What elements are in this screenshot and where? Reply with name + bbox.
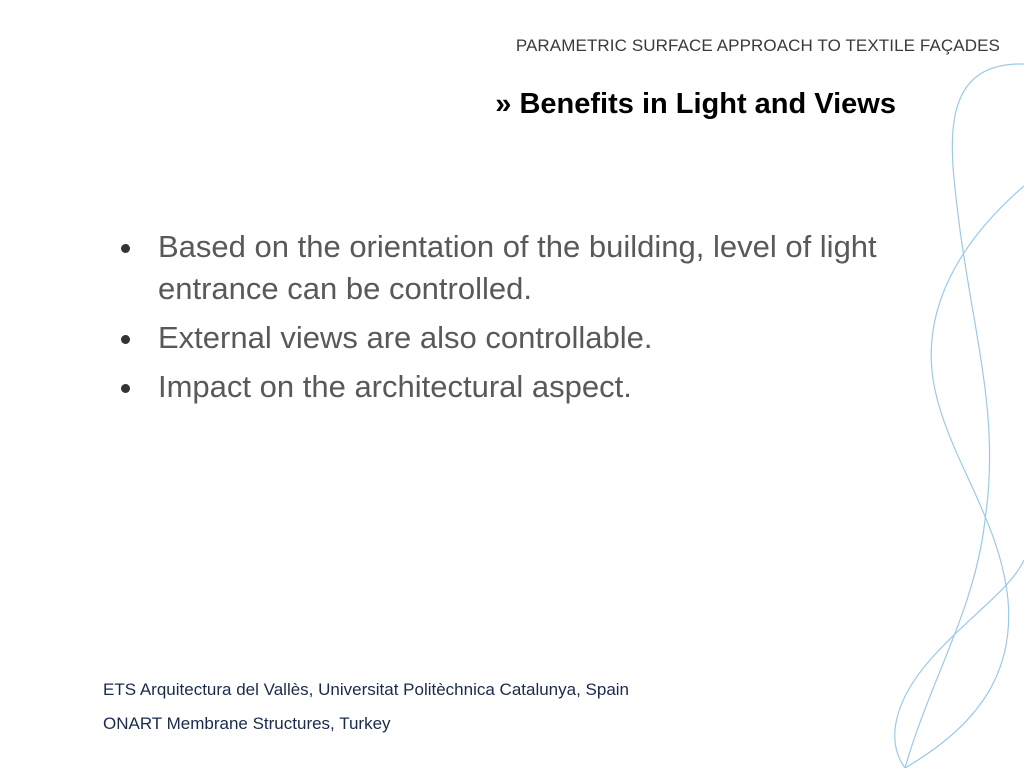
bullet-item <box>118 317 888 359</box>
bullet-text: External views are also controllable. <box>158 320 653 355</box>
running-header: PARAMETRIC SURFACE APPROACH TO TEXTILE FAÇADES <box>515 36 1000 55</box>
bullet-dot-icon <box>121 335 130 344</box>
bullet-item <box>118 226 888 310</box>
decorative-curve-3 <box>895 560 1024 768</box>
bullet-dot-icon <box>121 244 130 253</box>
bullet-list <box>118 226 888 415</box>
footer-affiliation-2: ONART Membrane Structures, Turkey <box>103 714 391 733</box>
bullet-text: Based on the orientation of the building, level of light entrance can be controlled. <box>158 229 877 306</box>
footer <box>103 673 629 741</box>
slide-title: » Benefits in Light and Views <box>495 88 896 120</box>
decorative-curve-2 <box>905 186 1024 768</box>
bullet-dot-icon <box>121 384 130 393</box>
bullet-text: Impact on the architectural aspect. <box>158 369 632 404</box>
decorative-curve-1 <box>905 64 1024 768</box>
footer-affiliation-1: ETS Arquitectura del Vallès, Universitat Politèchnica Catalunya, Spain <box>103 680 630 699</box>
bullet-item <box>118 366 888 408</box>
